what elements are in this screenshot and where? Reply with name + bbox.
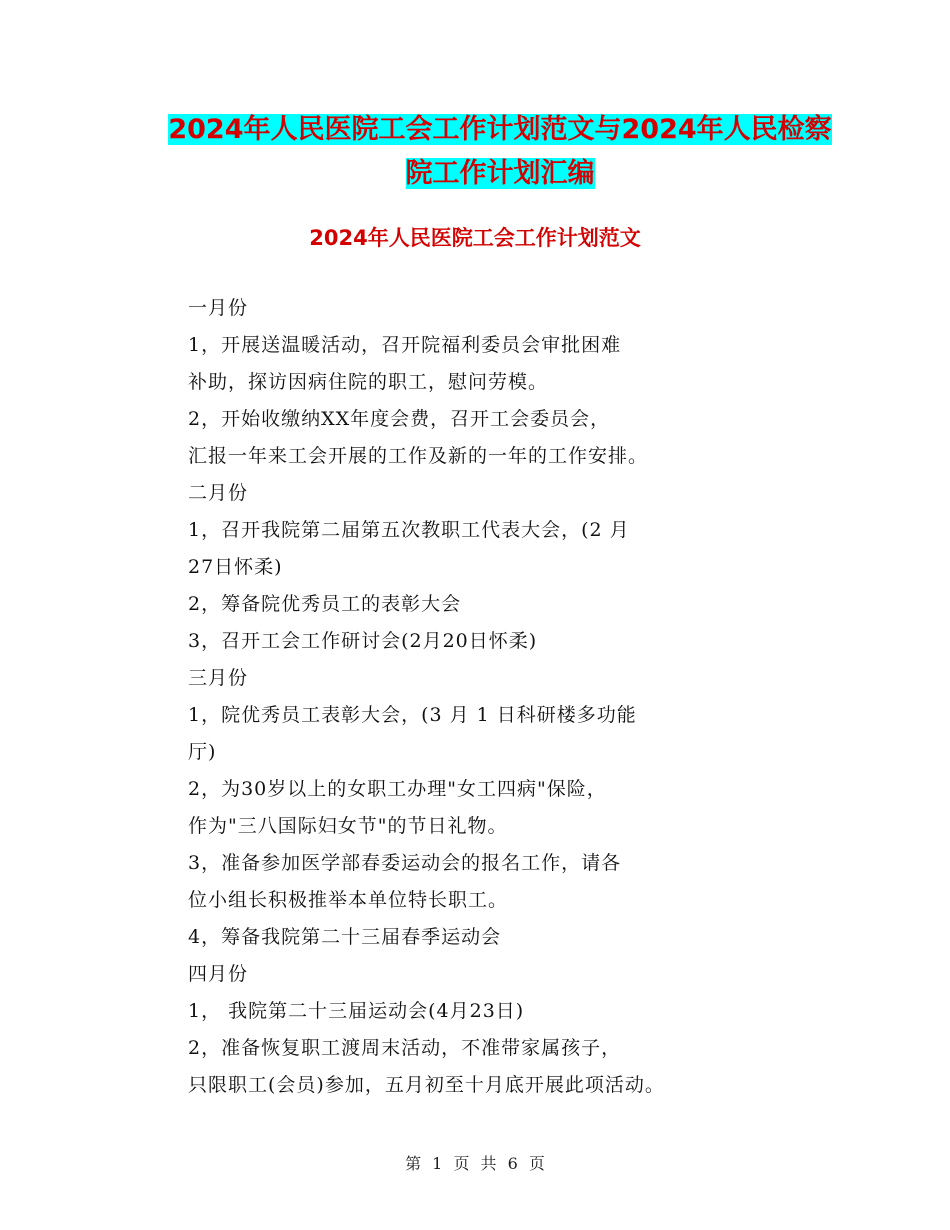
body-line: 三月份 (188, 667, 249, 689)
body-line: 3，召开工会工作研讨会(2月20日怀柔) (188, 630, 538, 652)
body-line: 二月份 (188, 482, 249, 504)
document-title-line-1: 2024年人民医院工会工作计划范文与2024年人民检察 (168, 114, 832, 145)
document-body (188, 290, 748, 1104)
body-line: 2，为30岁以上的女职工办理"女工四病"保险， (188, 778, 607, 800)
body-line: 1，开展送温暖活动，召开院福利委员会审批困难 (188, 334, 622, 356)
body-line: 1，召开我院第二届第五次教职工代表大会，(2 月 (188, 519, 630, 541)
body-line: 只限职工(会员)参加，五月初至十月底开展此项活动。 (188, 1074, 665, 1096)
body-line: 位小组长积极推举本单位特长职工。 (188, 889, 509, 911)
document-title-line-2: 院工作计划汇编 (405, 158, 595, 189)
body-line: 补助，探访因病住院的职工，慰问劳模。 (188, 371, 549, 393)
body-line: 1， 我院第二十三届运动会(4月23日) (188, 1000, 525, 1022)
body-line: 2，筹备院优秀员工的表彰大会 (188, 593, 462, 615)
body-line: 2，准备恢复职工渡周末活动，不准带家属孩子， (188, 1037, 622, 1059)
body-line: 厅) (188, 741, 217, 763)
body-line: 27日怀柔) (188, 556, 283, 578)
body-line: 作为"三八国际妇女节"的节日礼物。 (188, 815, 508, 837)
body-line: 1，院优秀员工表彰大会，(3 月 1 日科研楼多功能 (188, 704, 637, 726)
section-title: 2024年人民医院工会工作计划范文 (309, 226, 641, 250)
page-footer: 第 1 页 共 6 页 (405, 1154, 545, 1173)
body-line: 四月份 (188, 963, 249, 985)
document-title (150, 108, 850, 196)
body-line: 汇报一年来工会开展的工作及新的一年的工作安排。 (188, 445, 649, 467)
body-line: 3，准备参加医学部春委运动会的报名工作，请各 (188, 852, 622, 874)
body-line: 4，筹备我院第二十三届春季运动会 (188, 926, 502, 948)
body-line: 2，开始收缴纳XX年度会费，召开工会委员会， (188, 408, 611, 430)
body-line: 一月份 (188, 297, 249, 319)
